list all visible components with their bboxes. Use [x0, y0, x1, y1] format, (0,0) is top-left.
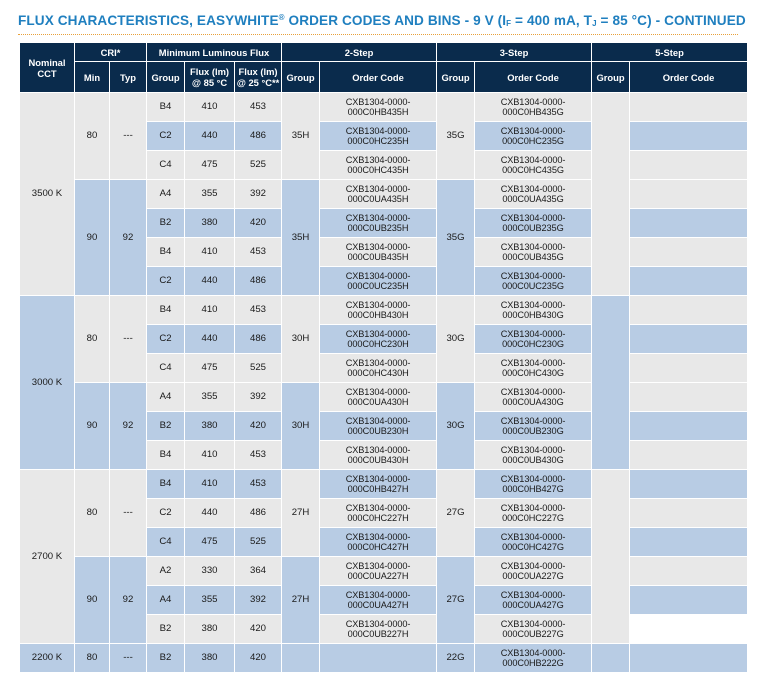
flux-85-cell: 410: [185, 441, 235, 470]
step2-group-cell: 27H: [282, 557, 320, 644]
step3-code-cell: CXB1304-0000-000C0UB230G: [475, 412, 592, 441]
step5-group-cell: [592, 470, 630, 644]
table-row: [20, 383, 748, 412]
flux-25-cell: 486: [235, 499, 282, 528]
step5-code-cell: [630, 644, 748, 673]
col-flux-group: Group: [147, 62, 185, 93]
step3-code-cell: CXB1304-0000-000C0UB227G: [475, 615, 592, 644]
group-cell: A4: [147, 383, 185, 412]
group-cell: B2: [147, 615, 185, 644]
flux-25-cell: 453: [235, 470, 282, 499]
step2-code-cell: CXB1304-0000-000C0UB235H: [320, 209, 437, 238]
step3-group-cell: 27G: [437, 557, 475, 644]
cri-min-cell: 90: [75, 383, 110, 470]
flux-25-cell: 453: [235, 238, 282, 267]
flux-25-cell: 486: [235, 325, 282, 354]
col-2-step: 2-Step: [282, 43, 437, 62]
flux-85-cell: 410: [185, 238, 235, 267]
step2-group-cell: 30H: [282, 383, 320, 470]
order-codes-table: [19, 42, 748, 673]
flux-25-cell: 420: [235, 615, 282, 644]
flux-85-cell: 410: [185, 93, 235, 122]
col-flux-85: Flux (lm) @ 85 °C: [185, 62, 235, 93]
step2-code-cell: CXB1304-0000-000C0UA227H: [320, 557, 437, 586]
flux-25-cell: 420: [235, 412, 282, 441]
step2-code-cell: CXB1304-0000-000C0UB435H: [320, 238, 437, 267]
step2-code-cell: CXB1304-0000-000C0HC227H: [320, 499, 437, 528]
flux-25-cell: 453: [235, 296, 282, 325]
flux-25-cell: 486: [235, 267, 282, 296]
flux-85-cell: 380: [185, 209, 235, 238]
step2-code-cell: CXB1304-0000-000C0HC435H: [320, 151, 437, 180]
flux-85-cell: 330: [185, 557, 235, 586]
cri-typ-cell: 92: [110, 383, 147, 470]
table-row: [20, 557, 748, 586]
flux-25-cell: 392: [235, 586, 282, 615]
step5-code-cell: [630, 499, 748, 528]
flux-85-cell: 355: [185, 180, 235, 209]
flux-85-cell: 475: [185, 354, 235, 383]
cri-min-cell: 90: [75, 180, 110, 296]
group-cell: B4: [147, 93, 185, 122]
step2-code-cell: CXB1304-0000-000C0HB430H: [320, 296, 437, 325]
flux-85-cell: 440: [185, 122, 235, 151]
table-row: [20, 93, 748, 122]
step2-code-cell: CXB1304-0000-000C0UB430H: [320, 441, 437, 470]
step2-code-cell: CXB1304-0000-000C0HB435H: [320, 93, 437, 122]
step5-code-cell: [630, 93, 748, 122]
flux-85-cell: 440: [185, 499, 235, 528]
step3-code-cell: CXB1304-0000-000C0HC230G: [475, 325, 592, 354]
step3-group-cell: 35G: [437, 93, 475, 180]
step5-code-cell: [630, 180, 748, 209]
group-cell: B2: [147, 644, 185, 673]
step2-group-cell: [282, 644, 320, 673]
step3-code-cell: CXB1304-0000-000C0HB222G: [475, 644, 592, 673]
group-cell: B4: [147, 441, 185, 470]
step2-group-cell: 30H: [282, 296, 320, 383]
group-cell: C2: [147, 267, 185, 296]
col-3step-group: Group: [437, 62, 475, 93]
group-cell: B4: [147, 296, 185, 325]
step5-code-cell: [630, 238, 748, 267]
step3-code-cell: CXB1304-0000-000C0UA430G: [475, 383, 592, 412]
col-5step-group: Group: [592, 62, 630, 93]
table-row: [20, 470, 748, 499]
cri-min-cell: 90: [75, 557, 110, 644]
cri-min-cell: 80: [75, 93, 110, 180]
group-cell: A2: [147, 557, 185, 586]
group-cell: B2: [147, 209, 185, 238]
group-cell: A4: [147, 180, 185, 209]
step2-code-cell: CXB1304-0000-000C0UA435H: [320, 180, 437, 209]
cri-typ-cell: ---: [110, 296, 147, 383]
col-cri-typ: Typ: [110, 62, 147, 93]
step5-code-cell: [630, 122, 748, 151]
step3-code-cell: CXB1304-0000-000C0HC235G: [475, 122, 592, 151]
step5-code-cell: [630, 557, 748, 586]
col-cri: CRI*: [75, 43, 147, 62]
cri-typ-cell: 92: [110, 180, 147, 296]
flux-25-cell: 486: [235, 122, 282, 151]
step5-code-cell: [630, 151, 748, 180]
cri-typ-cell: 92: [110, 557, 147, 644]
cct-cell: 3500 K: [20, 93, 75, 296]
flux-85-cell: 475: [185, 528, 235, 557]
step5-group-cell: [592, 644, 630, 673]
step3-group-cell: 35G: [437, 180, 475, 296]
cct-cell: 2200 K: [20, 644, 75, 673]
col-2step-order-code: Order Code: [320, 62, 437, 93]
step5-code-cell: [630, 383, 748, 412]
flux-85-cell: 355: [185, 586, 235, 615]
col-min-lum-flux: Minimum Luminous Flux: [147, 43, 282, 62]
header-row-2: [20, 62, 748, 93]
group-cell: C4: [147, 151, 185, 180]
col-3step-order-code: Order Code: [475, 62, 592, 93]
step3-group-cell: 30G: [437, 383, 475, 470]
col-2step-group: Group: [282, 62, 320, 93]
cri-min-cell: 80: [75, 296, 110, 383]
step2-code-cell: CXB1304-0000-000C0UA430H: [320, 383, 437, 412]
flux-25-cell: 453: [235, 441, 282, 470]
flux-25-cell: 525: [235, 528, 282, 557]
cct-cell: 3000 K: [20, 296, 75, 470]
step5-code-cell: [630, 325, 748, 354]
step3-code-cell: CXB1304-0000-000C0HB435G: [475, 93, 592, 122]
flux-25-cell: 392: [235, 383, 282, 412]
step3-code-cell: CXB1304-0000-000C0HB427G: [475, 470, 592, 499]
step5-code-cell: [630, 441, 748, 470]
flux-85-cell: 440: [185, 325, 235, 354]
step2-code-cell: CXB1304-0000-000C0HC427H: [320, 528, 437, 557]
group-cell: C4: [147, 354, 185, 383]
step5-code-cell: [630, 528, 748, 557]
flux-25-cell: 420: [235, 209, 282, 238]
flux-85-cell: 440: [185, 267, 235, 296]
flux-25-cell: 420: [235, 644, 282, 673]
step5-code-cell: [630, 586, 748, 615]
step5-code-cell: [630, 615, 748, 644]
title-divider: [18, 34, 738, 35]
step3-code-cell: CXB1304-0000-000C0HC430G: [475, 354, 592, 383]
step2-code-cell: CXB1304-0000-000C0UB230H: [320, 412, 437, 441]
step3-code-cell: CXB1304-0000-000C0HB430G: [475, 296, 592, 325]
group-cell: A4: [147, 586, 185, 615]
flux-25-cell: 392: [235, 180, 282, 209]
col-3-step: 3-Step: [437, 43, 592, 62]
table-row: [20, 644, 748, 673]
header-row-1: [20, 43, 748, 62]
step3-group-cell: 30G: [437, 296, 475, 383]
cct-cell: 2700 K: [20, 470, 75, 644]
step5-group-cell: [592, 296, 630, 470]
step5-code-cell: [630, 209, 748, 238]
col-cri-min: Min: [75, 62, 110, 93]
group-cell: C2: [147, 499, 185, 528]
group-cell: C2: [147, 325, 185, 354]
step3-code-cell: CXB1304-0000-000C0UA435G: [475, 180, 592, 209]
flux-85-cell: 380: [185, 644, 235, 673]
step3-group-cell: 22G: [437, 644, 475, 673]
group-cell: B4: [147, 238, 185, 267]
cri-typ-cell: ---: [110, 93, 147, 180]
step3-group-cell: 27G: [437, 470, 475, 557]
flux-85-cell: 380: [185, 412, 235, 441]
group-cell: C2: [147, 122, 185, 151]
flux-85-cell: 410: [185, 470, 235, 499]
step3-code-cell: CXB1304-0000-000C0UA227G: [475, 557, 592, 586]
group-cell: C4: [147, 528, 185, 557]
step3-code-cell: CXB1304-0000-000C0UA427G: [475, 586, 592, 615]
step2-code-cell: CXB1304-0000-000C0UA427H: [320, 586, 437, 615]
flux-25-cell: 364: [235, 557, 282, 586]
group-cell: B4: [147, 470, 185, 499]
step3-code-cell: CXB1304-0000-000C0UB430G: [475, 441, 592, 470]
step2-code-cell: CXB1304-0000-000C0HC235H: [320, 122, 437, 151]
table-row: [20, 296, 748, 325]
flux-25-cell: 453: [235, 93, 282, 122]
flux-85-cell: 410: [185, 296, 235, 325]
step5-code-cell: [630, 470, 748, 499]
step5-group-cell: [592, 93, 630, 296]
col-nominal-cct: Nominal CCT: [20, 43, 75, 93]
step3-code-cell: CXB1304-0000-000C0UB235G: [475, 209, 592, 238]
step5-code-cell: [630, 296, 748, 325]
step3-code-cell: CXB1304-0000-000C0HC435G: [475, 151, 592, 180]
col-5-step: 5-Step: [592, 43, 748, 62]
flux-85-cell: 475: [185, 151, 235, 180]
col-5step-order-code: Order Code: [630, 62, 748, 93]
cri-typ-cell: ---: [110, 470, 147, 557]
step3-code-cell: CXB1304-0000-000C0HC427G: [475, 528, 592, 557]
flux-25-cell: 525: [235, 354, 282, 383]
step3-code-cell: CXB1304-0000-000C0UC235G: [475, 267, 592, 296]
step3-code-cell: CXB1304-0000-000C0HC227G: [475, 499, 592, 528]
step5-code-cell: [630, 267, 748, 296]
flux-25-cell: 525: [235, 151, 282, 180]
table-row: [20, 180, 748, 209]
step2-code-cell: CXB1304-0000-000C0HC430H: [320, 354, 437, 383]
cri-typ-cell: ---: [110, 644, 147, 673]
step2-group-cell: 27H: [282, 470, 320, 557]
page-title: FLUX CHARACTERISTICS, EASYWHITE® ORDER CODES AND BINS - 9 V ($I_F = 400$ mA, $T_J = 85$ °C) - CONTINUED: [18, 13, 746, 28]
step2-code-cell: CXB1304-0000-000C0UB227H: [320, 615, 437, 644]
step2-group-cell: 35H: [282, 180, 320, 296]
group-cell: B2: [147, 412, 185, 441]
step3-code-cell: CXB1304-0000-000C0UB435G: [475, 238, 592, 267]
flux-85-cell: 380: [185, 615, 235, 644]
cri-min-cell: 80: [75, 470, 110, 557]
flux-85-cell: 355: [185, 383, 235, 412]
step2-code-cell: [320, 644, 437, 673]
step2-code-cell: CXB1304-0000-000C0UC235H: [320, 267, 437, 296]
step2-code-cell: CXB1304-0000-000C0HB427H: [320, 470, 437, 499]
col-flux-25: Flux (lm) @ 25 °C**: [235, 62, 282, 93]
step5-code-cell: [630, 354, 748, 383]
step2-group-cell: 35H: [282, 93, 320, 180]
step5-code-cell: [630, 412, 748, 441]
cri-min-cell: 80: [75, 644, 110, 673]
step2-code-cell: CXB1304-0000-000C0HC230H: [320, 325, 437, 354]
